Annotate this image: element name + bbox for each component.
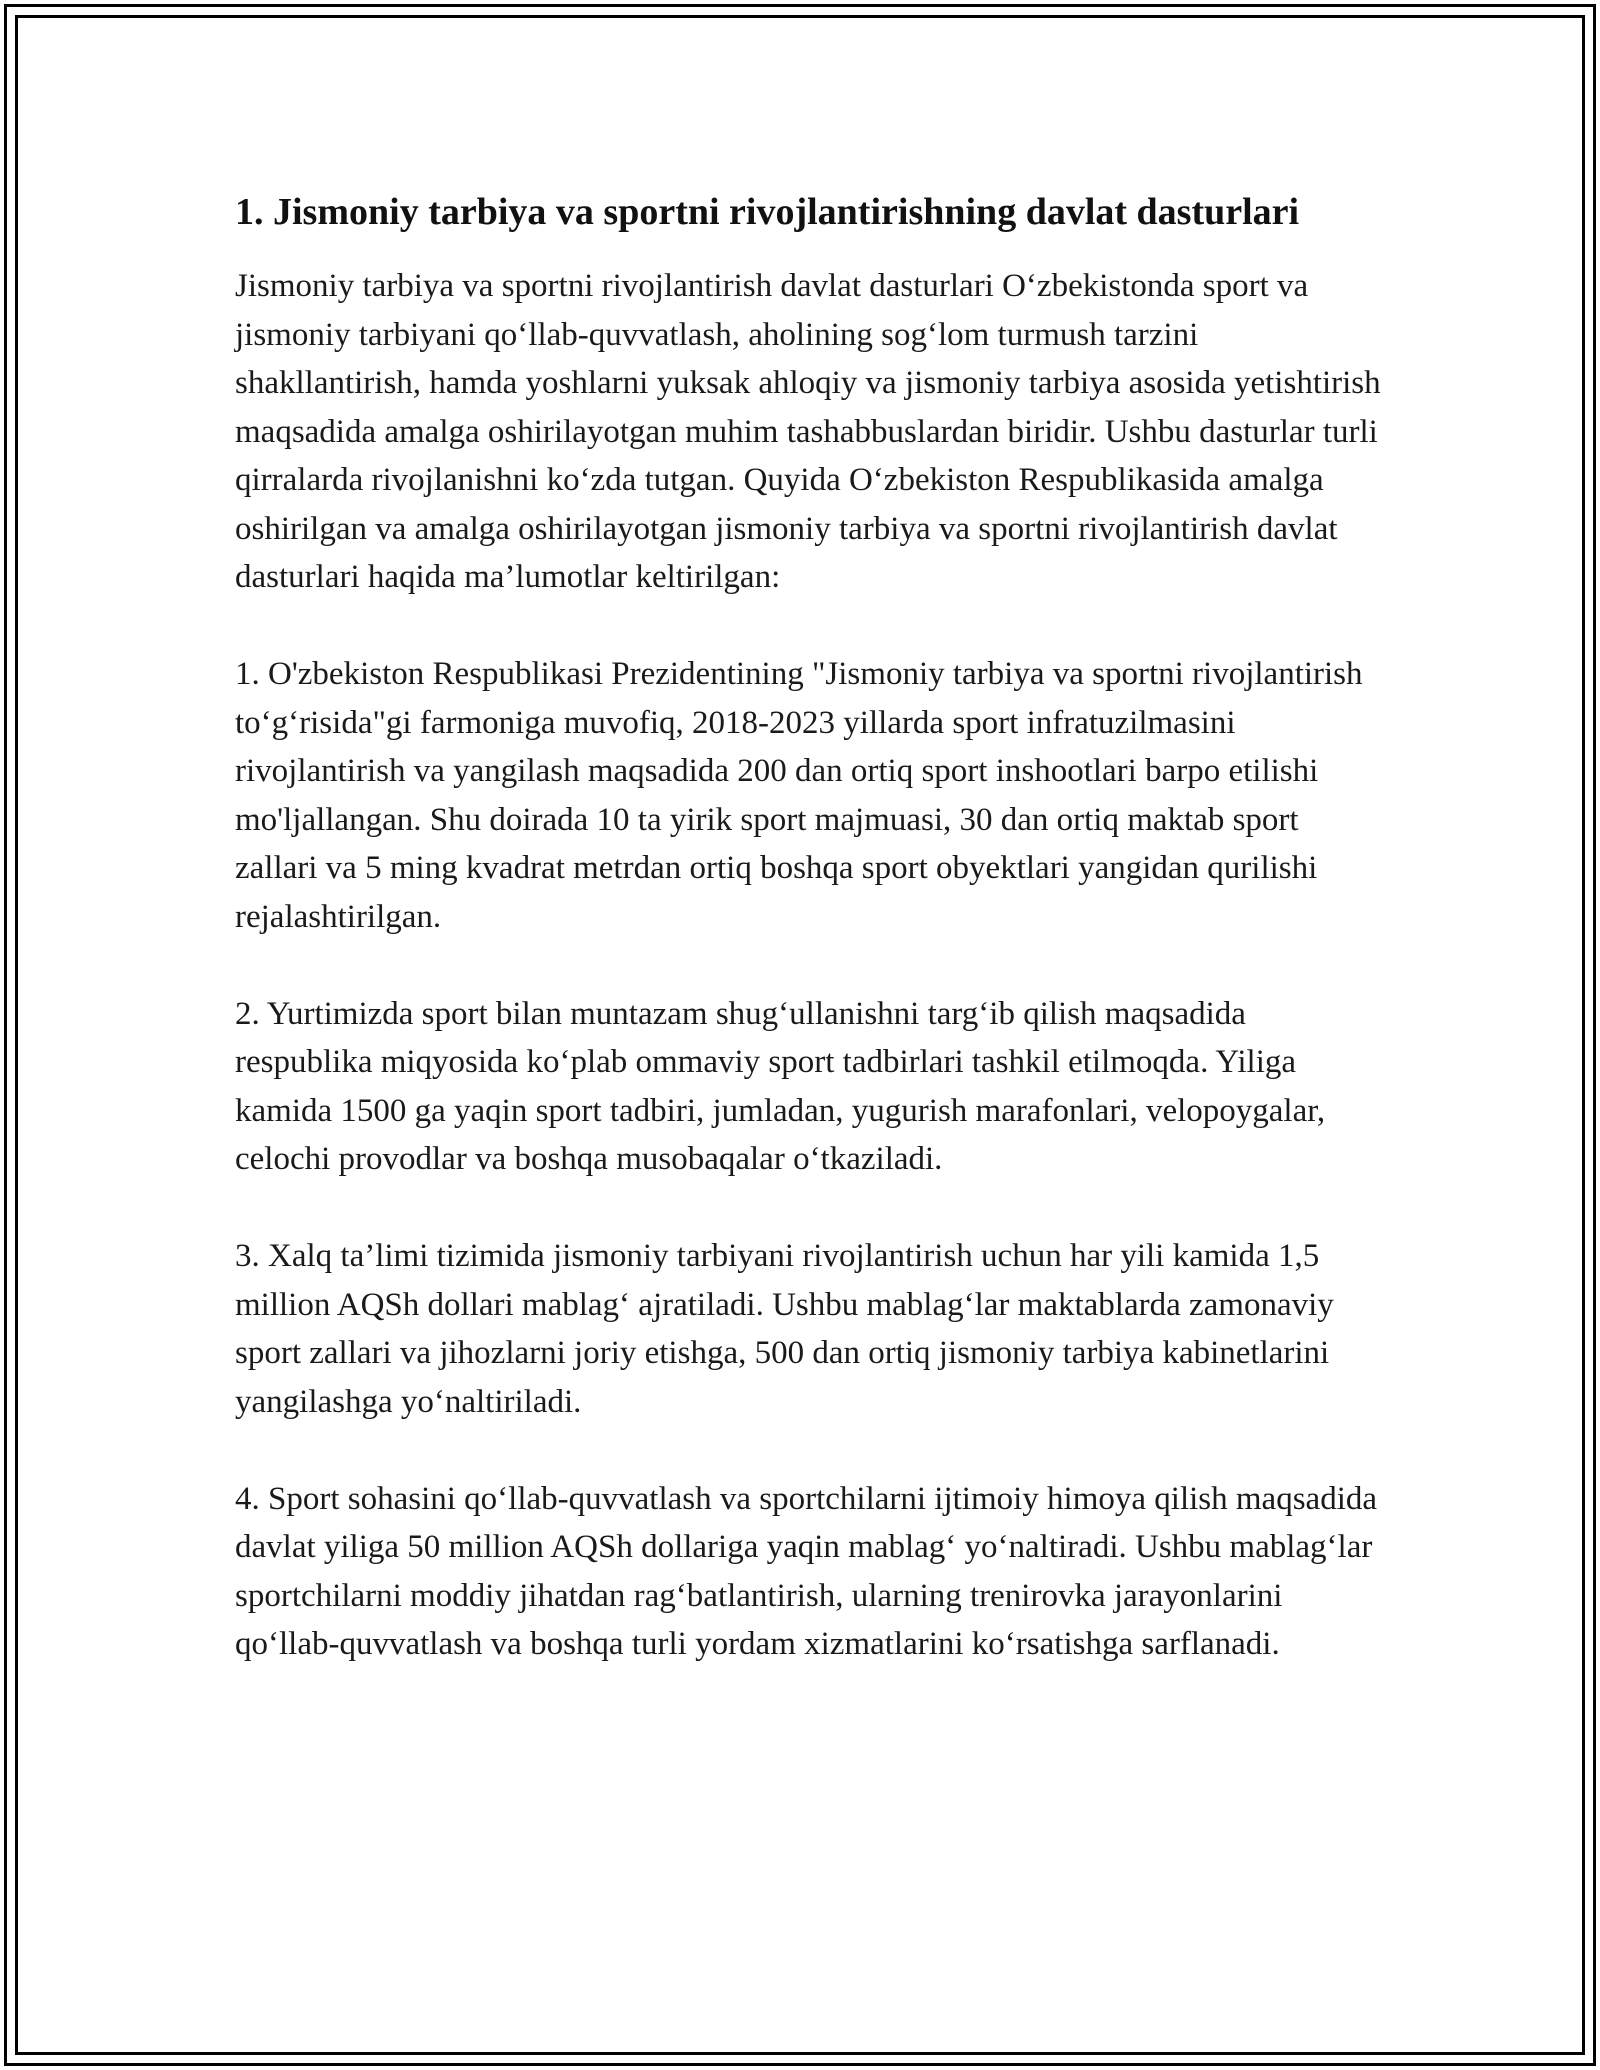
document-body: [235, 185, 1385, 1717]
list-item: 1. O'zbekiston Respublikasi Prezidentining "Jismoniy tarbiya va sportni rivojlantirish to‘g‘risida"gi farmoniga muvofiq, 2018-2023 yillarda sport infratuzilmasini rivojlantirish va yangilash maqsadida 200 dan ortiq sport inshootlari barpo etilishi mo'ljallangan. Shu doirada 10 ta yirik sport majmuasi, 30 dan ortiq maktab sport zallari va 5 ming kvadrat metrdan ortiq boshqa sport obyektlari yangidan qurilishi rejalashtirilgan.: [235, 656, 1363, 935]
section-title: 1. Jismoniy tarbiya va sportni rivojlantirishning davlat dasturlari: [235, 191, 1300, 233]
list-item: 4. Sport sohasini qo‘llab-quvvatlash va sportchilarni ijtimoiy himoya qilish maqsadida davlat yiliga 50 million AQSh dollariga yaqin mablag‘ yo‘naltiradi. Ushbu mablag‘lar sportchilarni moddiy jihatdan rag‘batlantirish, ularning trenirovka jarayonlarini qo‘llab-quvvatlash va boshqa turli yordam xizmatlarini ko‘rsatishga sarflanadi.: [235, 1480, 1378, 1662]
intro-paragraph: Jismoniy tarbiya va sportni rivojlantirish davlat dasturlari O‘zbekistonda sport va jismoniy tarbiyani qo‘llab-quvvatlash, aholining sog‘lom turmush tarzini shakllantirish, hamda yoshlarni yuksak ahloqiy va jismoniy tarbiya asosida yetishtirish maqsadida amalga oshirilayotgan muhim tashabbuslardan biridir. Ushbu dasturlar turli qirralarda rivojlanishni ko‘zda tutgan. Quyida O‘zbekiston Respublikasida amalga oshirilgan va amalga oshirilayotgan jismoniy tarbiya va sportni rivojlantirish davlat dasturlari haqida ma’lumotlar keltirilgan:: [235, 268, 1381, 595]
list-item: 2. Yurtimizda sport bilan muntazam shug‘ullanishni targ‘ib qilish maqsadida respublika miqyosida ko‘plab ommaviy sport tadbirlari tashkil etilmoqda. Yiliga kamida 1500 ga yaqin sport tadbiri, jumladan, yugurish marafonlari, velopoygalar, celochi provodlar va boshqa musobaqalar o‘tkaziladi.: [235, 995, 1326, 1177]
list-item: 3. Xalq ta’limi tizimida jismoniy tarbiyani rivojlantirish uchun har yili kamida 1,5 million AQSh dollari mablag‘ ajratiladi. Ushbu mablag‘lar maktablarda zamonaviy sport zallari va jihozlarni joriy etishga, 500 dan ortiq jismoniy tarbiya kabinetlarini yangilashga yo‘naltiriladi.: [235, 1238, 1334, 1420]
